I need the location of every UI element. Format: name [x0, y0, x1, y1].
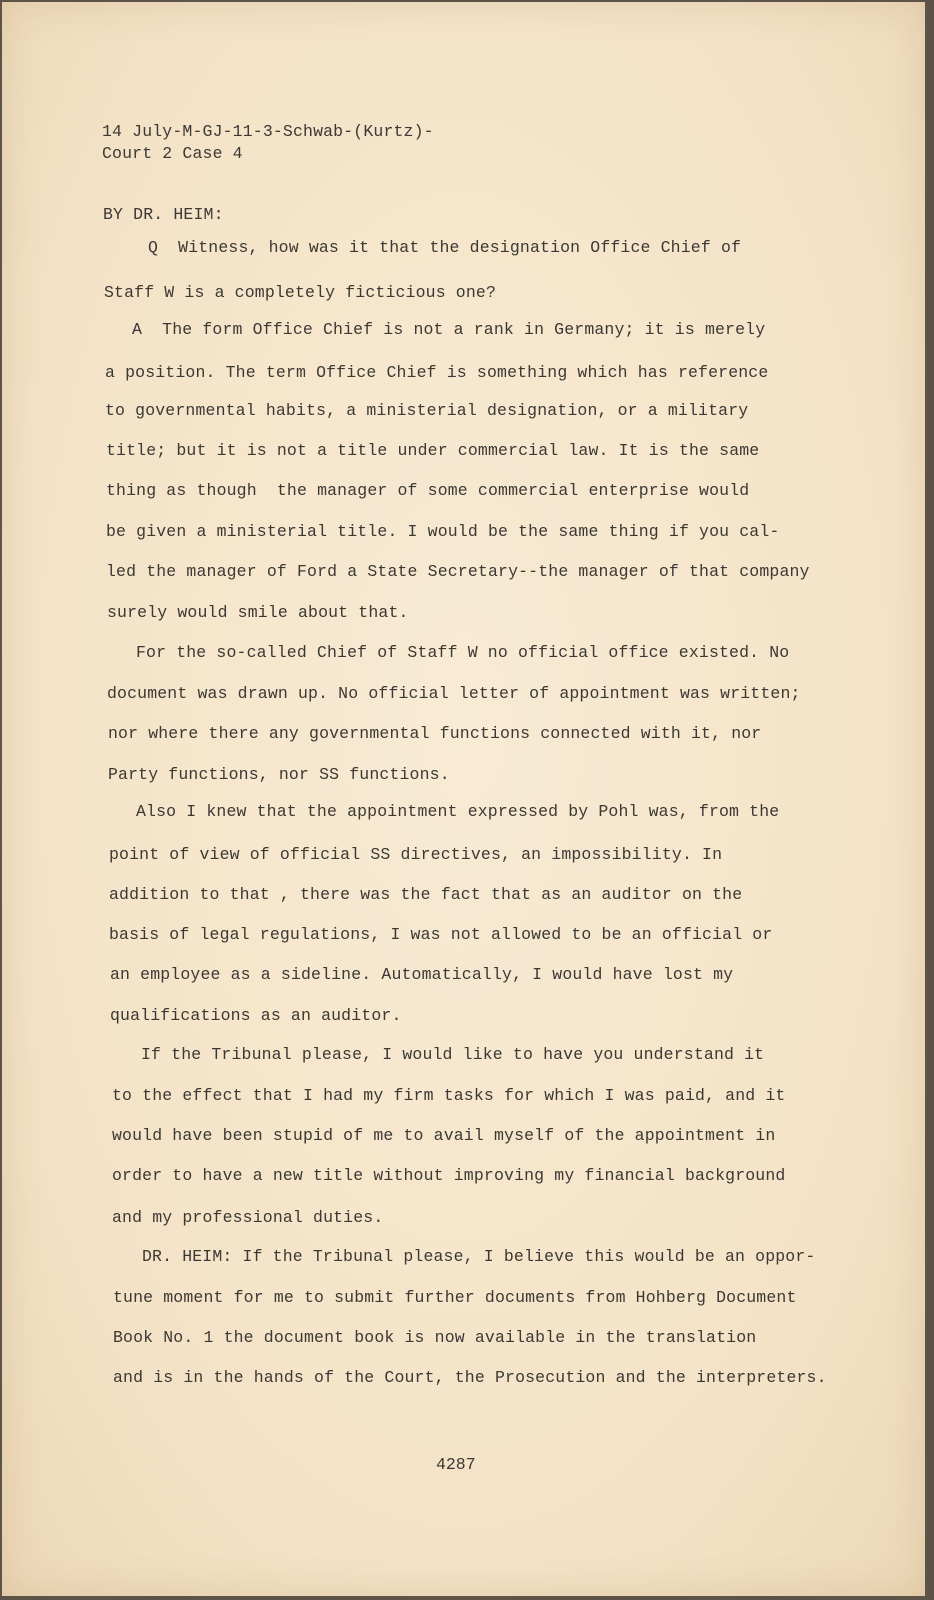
typed-transcript-page: [2, 2, 925, 1596]
question-line: Staff W is a completely ficticious one?: [104, 283, 497, 302]
answer-line: led the manager of Ford a State Secretary--the manager of that company: [106, 562, 810, 581]
answer-line: an employee as a sideline. Automatically, I would have lost my: [110, 965, 734, 984]
answer-line: would have been stupid of me to avail myself of the appointment in: [112, 1126, 776, 1145]
answer-line: a position. The term Office Chief is something which has reference: [105, 363, 769, 382]
answer-line: Party functions, nor SS functions.: [108, 765, 450, 784]
answer-line: point of view of official SS directives, an impossibility. In: [109, 845, 723, 864]
answer-line: For the so-called Chief of Staff W no official office existed. No: [136, 643, 790, 662]
statement-line: tune moment for me to submit further documents from Hohberg Document: [113, 1288, 797, 1307]
answer-line: If the Tribunal please, I would like to have you understand it: [141, 1045, 765, 1064]
page-number: 4287: [436, 1455, 476, 1474]
answer-line: document was drawn up. No official letter of appointment was written;: [107, 684, 801, 703]
answer-line: thing as though the manager of some commercial enterprise would: [106, 481, 750, 500]
question-line: Q Witness, how was it that the designation Office Chief of: [148, 238, 742, 257]
answer-line: surely would smile about that.: [107, 603, 409, 622]
header-line-2: Court 2 Case 4: [102, 144, 243, 163]
answer-line: qualifications as an auditor.: [110, 1006, 402, 1025]
answer-line: be given a ministerial title. I would be the same thing if you cal-: [106, 522, 780, 541]
answer-line: addition to that , there was the fact that as an auditor on the: [109, 885, 743, 904]
answer-line: and my professional duties.: [112, 1208, 384, 1227]
statement-line: DR. HEIM: If the Tribunal please, I believe this would be an oppor-: [142, 1247, 816, 1266]
answer-line: Also I knew that the appointment expressed by Pohl was, from the: [136, 802, 780, 821]
answer-line: to the effect that I had my firm tasks for which I was paid, and it: [112, 1086, 786, 1105]
answer-line: basis of legal regulations, I was not allowed to be an official or: [109, 925, 773, 944]
speaker-heading: BY DR. HEIM:: [103, 205, 224, 224]
answer-line: order to have a new title without improving my financial background: [112, 1166, 786, 1185]
answer-line: nor where there any governmental functions connected with it, nor: [108, 724, 762, 743]
statement-line: and is in the hands of the Court, the Prosecution and the interpreters.: [113, 1368, 827, 1387]
answer-line: title; but it is not a title under commercial law. It is the same: [106, 441, 760, 460]
statement-line: Book No. 1 the document book is now available in the translation: [113, 1328, 757, 1347]
answer-line: A The form Office Chief is not a rank in Germany; it is merely: [132, 320, 766, 339]
header-line-1: 14 July-M-GJ-11-3-Schwab-(Kurtz)-: [102, 122, 434, 141]
answer-line: to governmental habits, a ministerial designation, or a military: [105, 401, 749, 420]
